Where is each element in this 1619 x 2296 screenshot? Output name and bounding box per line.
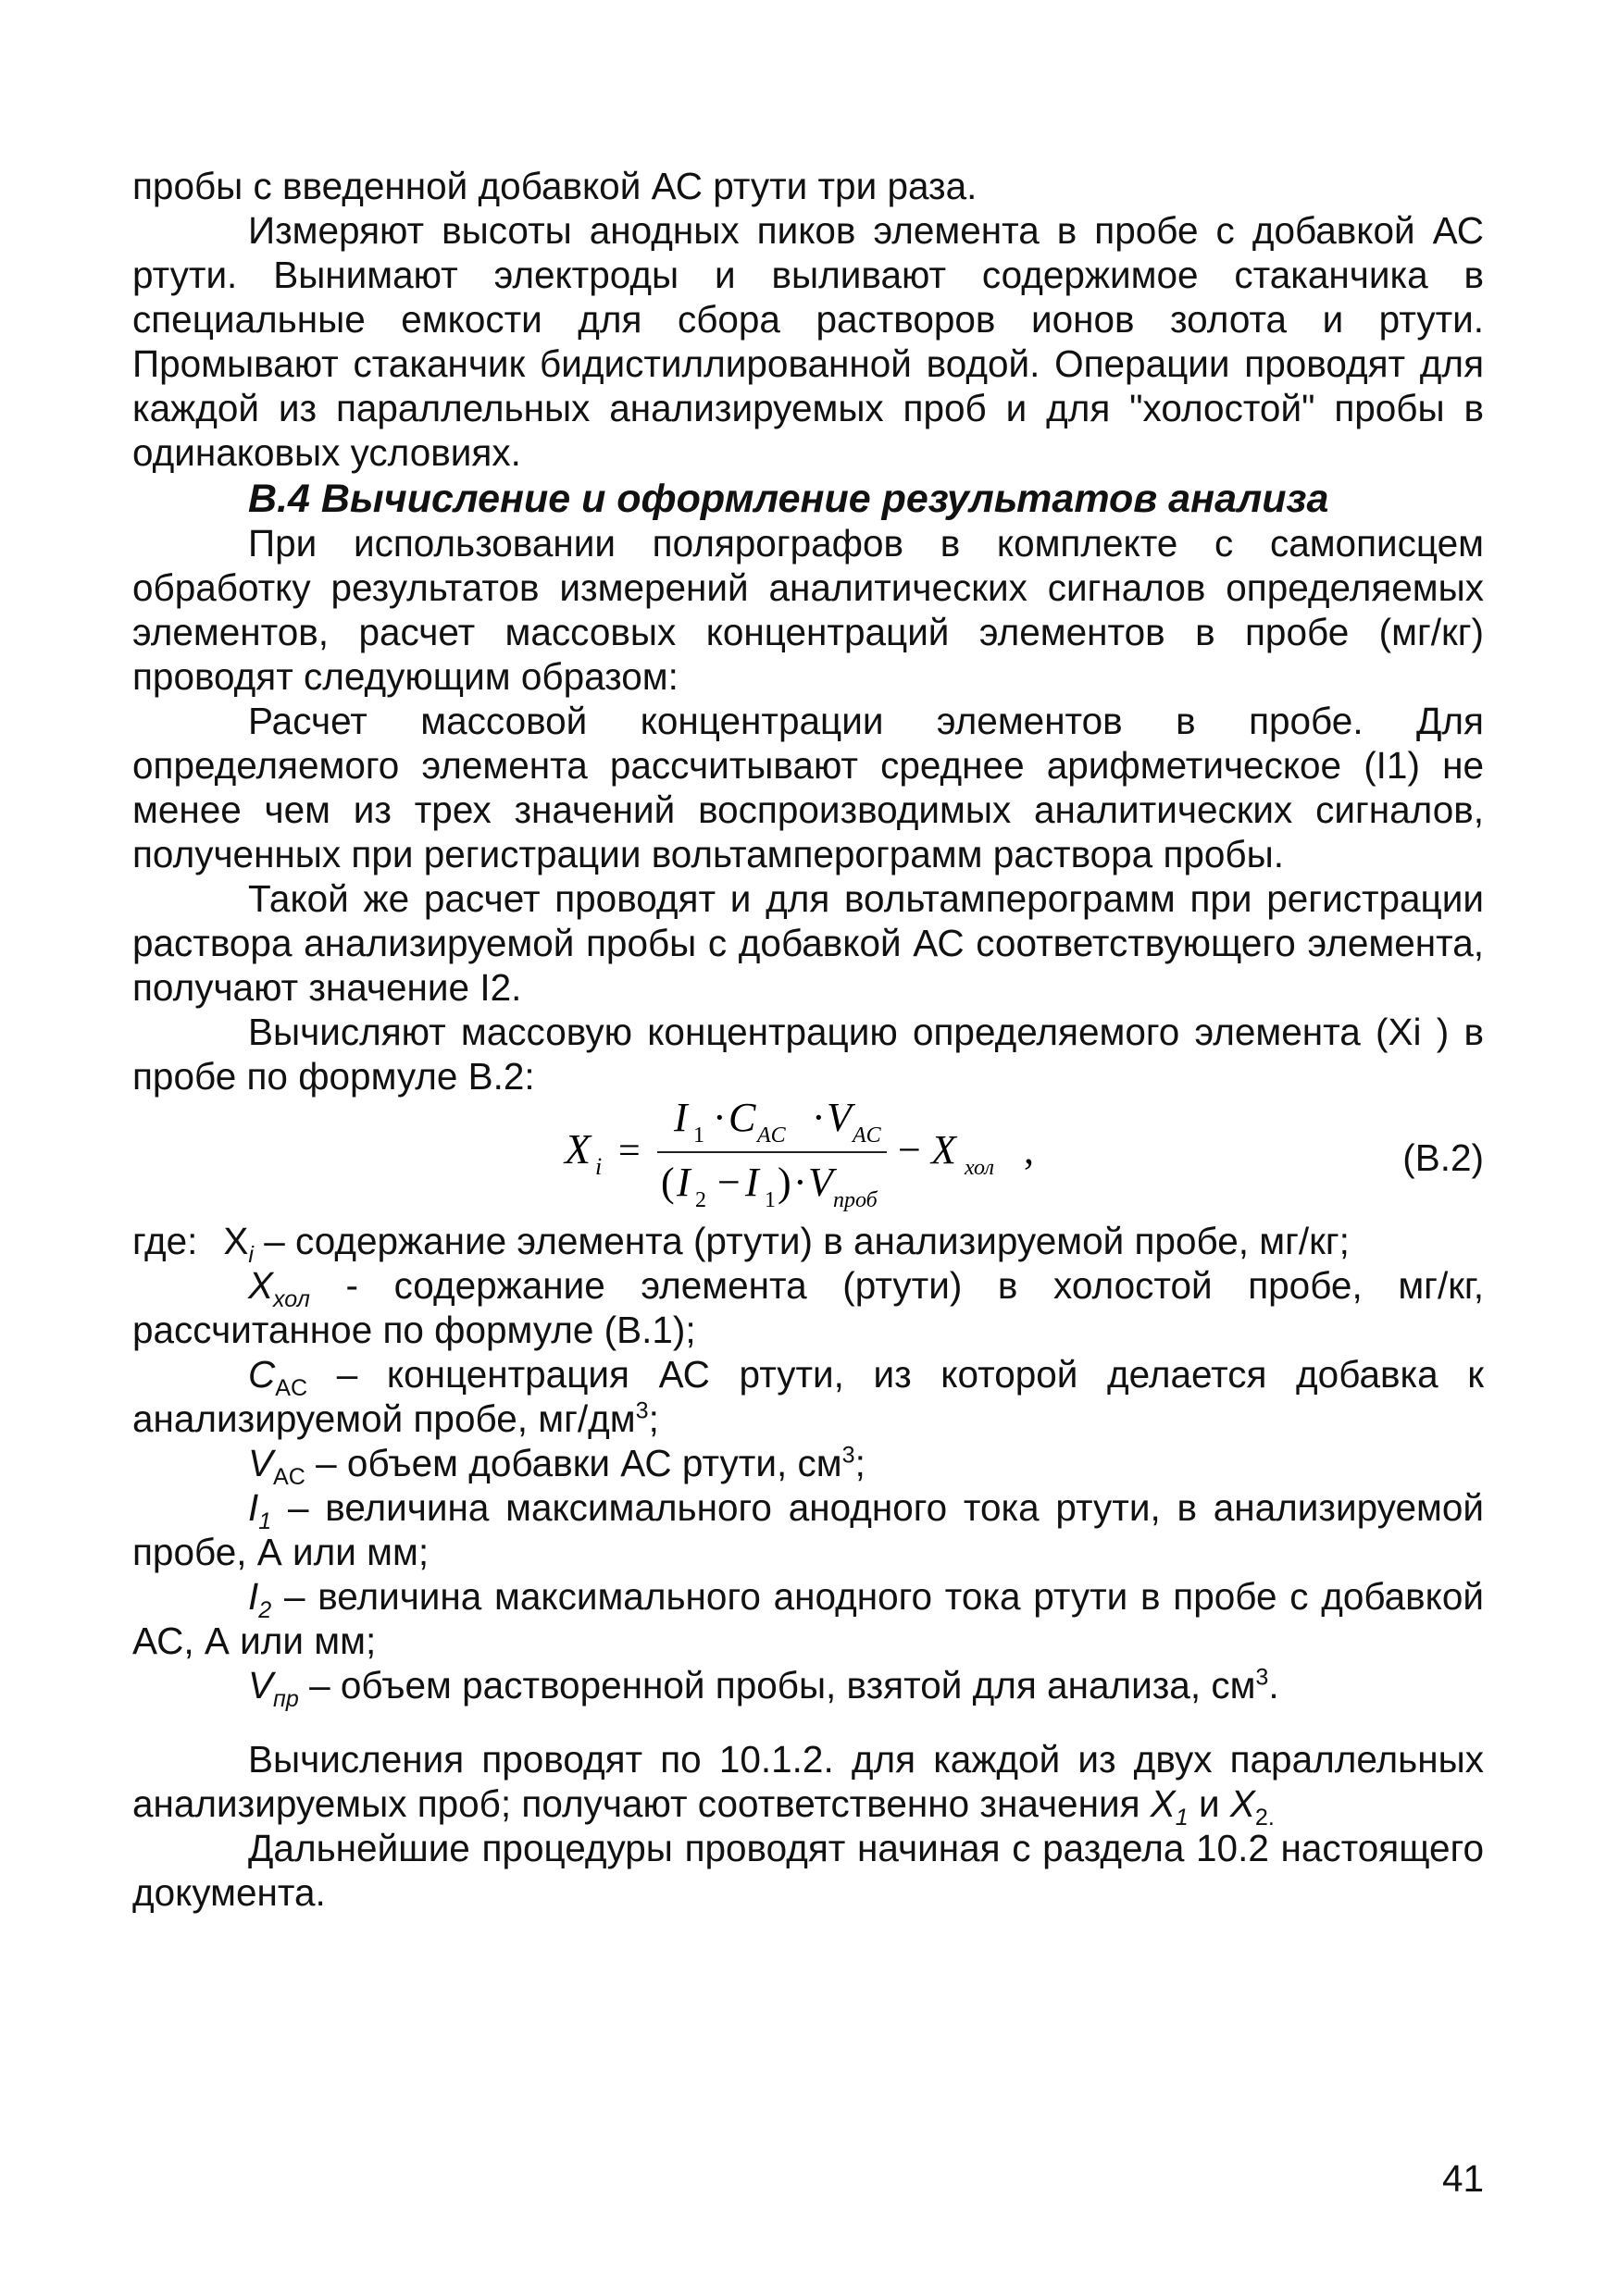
where-label: где: [132,1220,198,1262]
definition-xhol [132,1263,1484,1352]
formula-lhs-sub: i [595,1153,603,1180]
symbol-x1: X [1150,1782,1176,1825]
definition-cac-text: – концентрация АС ртути, из которой делается добавка к анализируемой пробе, мг/дм [132,1353,1484,1440]
formula-num-v-sub: AC [853,1123,881,1148]
formula-den-i1: I [745,1160,759,1205]
formula-lhs-x: X [565,1125,592,1173]
paragraph-calculation: Расчет массовой концентрации элементов в пробе. Для определяемого элемента рассчитывают среднее арифметическое (I1) не менее чем из трех значений воспроизводимых аналитических сигналов, полученных при регистрации вольтамперограмм раствора пробы. [132,700,1484,875]
symbol-i1: I [248,1486,259,1529]
symbol-i2-sub: 2 [258,1597,272,1624]
formula-equals: = [618,1130,641,1173]
formula-num-c-sub: AC [757,1123,786,1148]
symbol-x1-sub: 1 [1175,1805,1189,1831]
symbol-vac-sub: AC [273,1464,305,1491]
paragraph-parallel-values [132,1737,1484,1831]
formula-den-i2: I [677,1160,691,1205]
definition-vac [132,1441,1484,1491]
closing-and: и [1188,1782,1230,1825]
symbol-i2: I [248,1575,259,1618]
definition-cac [132,1352,1484,1441]
formula-x-hol-sub: хол [965,1156,994,1180]
symbol-cac-sub: AC [275,1375,308,1402]
definition-cac-end: ; [648,1397,659,1440]
formula-num-dot1: · [713,1095,727,1140]
paragraph-measurement: Измеряют высоты анодных пиков элемента в пробе с добавкой АС ртути. Вынимают электроды и выливают содержимое стаканчика в специальные емкости для сбора растворов ионов золота и ртути. Промывают стаканчик бидистиллированной водой. Операции проводят для каждой из параллельных анализируемых проб и для "холостой" пробы в одинаковых условиях. [132,209,1484,474]
symbol-i1-sub: 1 [258,1508,272,1535]
definitions-block [132,1219,1484,1713]
symbol-xhol-sub: хол [273,1286,310,1313]
definition-xi [132,1219,1484,1269]
formula-num-v: V [827,1095,852,1140]
section-block [132,477,1484,1098]
formula-minus: − [898,1127,921,1173]
definition-vpr-text: – объем растворенной пробы, взятой для анализа, см [298,1664,1256,1706]
symbol-vac: V [248,1442,274,1484]
closing-text: Вычисления проводят по 10.1.2. для каждой из двух параллельных анализируемых проб; получают соответственно значения [132,1738,1484,1825]
definition-vac-end: ; [854,1442,866,1484]
symbol-x2: X [1229,1782,1255,1825]
definition-i2 [132,1574,1484,1663]
formula-den-v-sub: проб [833,1188,878,1212]
page-number: 41 [1441,2157,1484,2200]
symbol-xhol: X [248,1264,274,1307]
section-heading: В.4 Вычисление и оформление результатов анализа [248,477,1329,521]
formula-num-i1-sub: 1 [693,1123,704,1148]
definition-i1 [132,1485,1484,1574]
definition-vac-sup: 3 [841,1442,855,1469]
paragraph-formula-intro: Вычисляют массовую концентрацию определяемого элемента (Xi ) в пробе по формуле В.2: [132,1011,1484,1098]
definition-xhol-text: - содержание элемента (ртути) в холостой пробе, мг/кг, рассчитанное по формуле (В.1); [132,1264,1484,1351]
definition-vpr-end: . [1268,1664,1279,1706]
symbol-vpr-sub: пр [273,1686,299,1713]
formula-den-open: ( [661,1160,675,1205]
symbol-cac: C [248,1353,276,1396]
paragraph-continuation: пробы с введенной добавкой АС ртути три раза. [132,165,978,207]
symbol-xi-sub: i [248,1242,254,1269]
closing-block [132,1737,1484,1915]
formula-den-minus: − [717,1160,741,1205]
formula-num-c: C [729,1095,756,1140]
paragraph-polarograph: При использовании полярографов в комплекте с самописцем обработку результатов измерений аналитических сигналов определяемых элементов, расчет массовых концентраций элементов в пробе (мг/кг) проводят следующим образом: [132,522,1484,698]
formula-den-v: V [808,1160,833,1205]
formula-b2 [0,1085,1619,1223]
definition-vac-text: – объем добавки АС ртути, см [305,1442,842,1484]
formula-den-close: ) [778,1160,791,1205]
definition-cac-sup: 3 [635,1397,649,1424]
paragraph-further-procedures: Дальнейшие процедуры проводят начиная с раздела 10.2 настоящего документа. [132,1827,1484,1914]
formula-num-dot2: · [812,1095,826,1140]
formula-svg [0,1085,1619,1223]
definition-i1-text: – величина максимального анодного тока ртути, в анализируемой пробе, А или мм; [132,1486,1484,1573]
symbol-vpr: V [248,1664,274,1706]
definition-vpr [132,1663,1484,1713]
symbol-xi: X [223,1220,249,1262]
formula-den-dot: · [793,1160,807,1205]
paragraph-same-calculation: Такой же расчет проводят и для вольтамперограмм при регистрации раствора анализируемой пробы с добавкой АС соответствующего элемента, получают значение I2. [132,877,1484,1009]
formula-comma: , [1024,1127,1034,1173]
formula-number: (В.2) [1402,1136,1484,1179]
formula-num-i1: I [674,1095,688,1140]
definition-vpr-sup: 3 [1255,1664,1269,1691]
formula-den-i1-sub: 1 [765,1188,776,1212]
text-block-top [132,164,1484,475]
definition-xi-text: – содержание элемента (ртути) в анализируемой пробе, мг/кг; [253,1220,1350,1262]
formula-den-i2-sub: 2 [695,1188,706,1212]
formula-x-hol: X [931,1127,956,1173]
symbol-x2-sub: 2. [1254,1805,1275,1831]
definition-i2-text: – величина максимального анодного тока ртути в пробе с добавкой АС, А или мм; [132,1575,1484,1662]
